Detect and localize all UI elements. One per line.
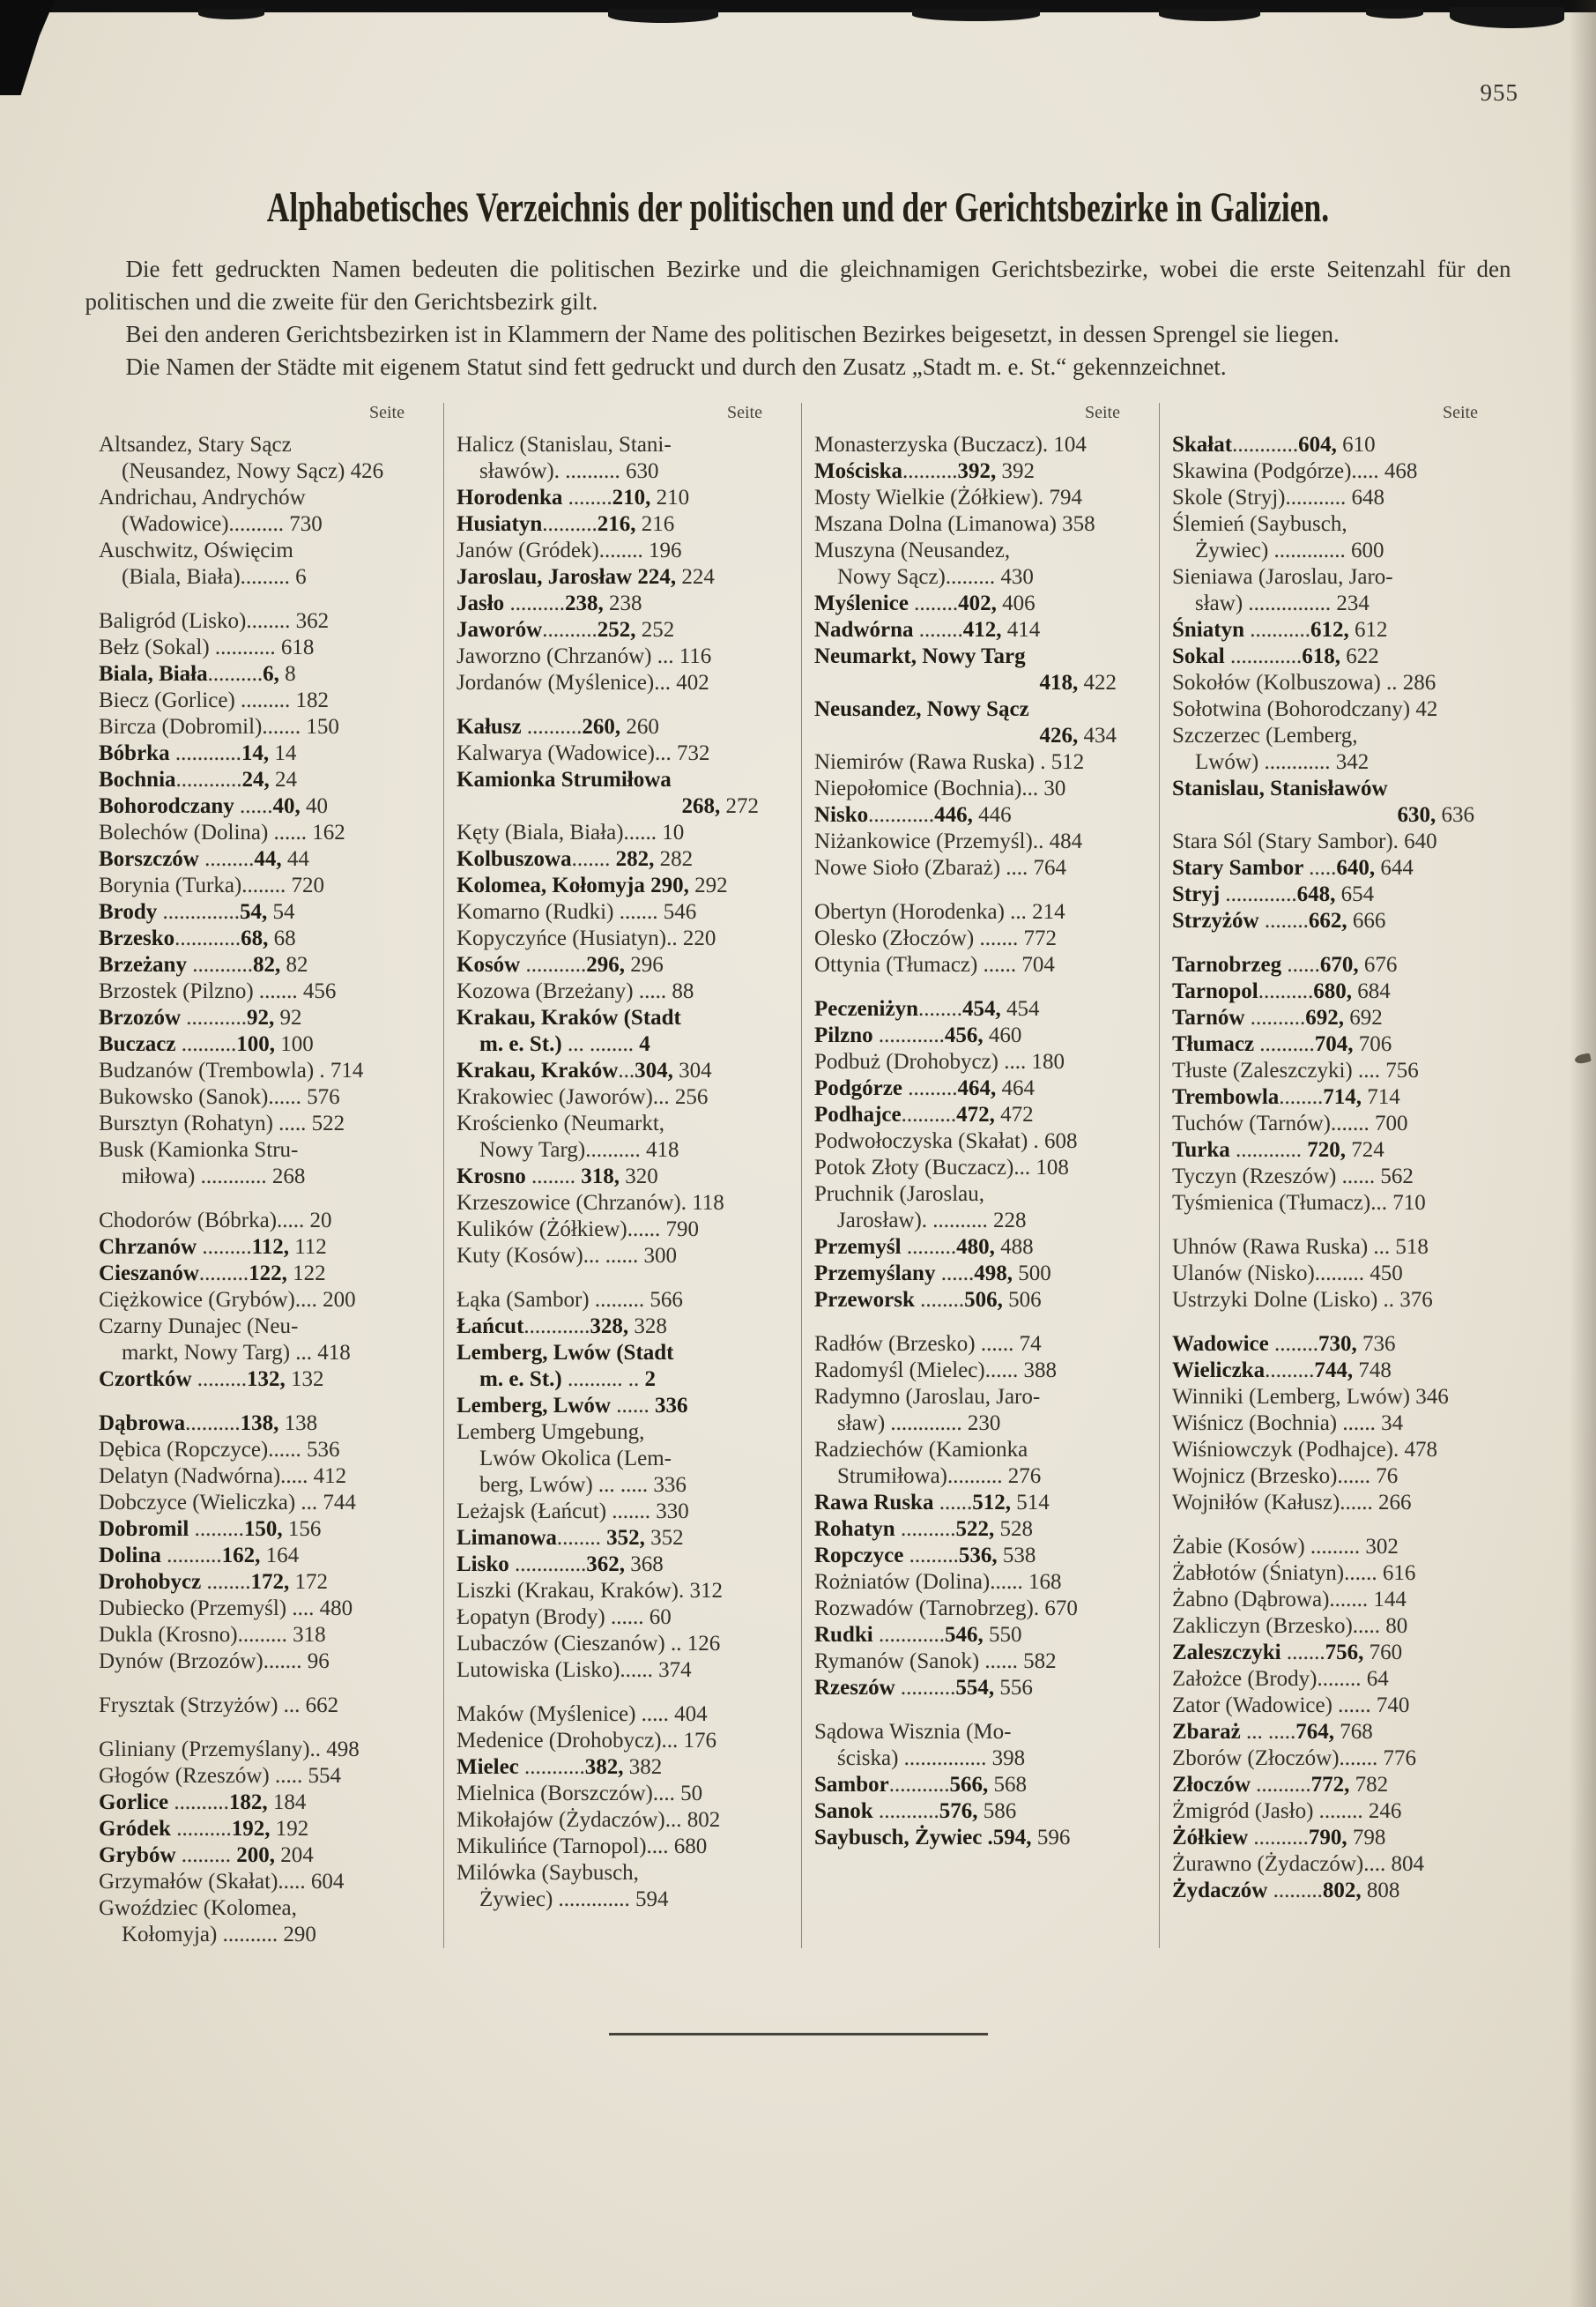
- index-entry-line: Uhnów (Rawa Ruska) ... 518: [1172, 1235, 1429, 1259]
- index-entry-line: Kulików (Żółkiew)...... 790: [457, 1217, 699, 1241]
- index-entry-line: Janów (Gródek)........ 196: [457, 539, 682, 562]
- index-entry-line: Szczerzec (Lemberg,: [1172, 724, 1358, 748]
- index-entry-line: Pilzno ............456, 460: [814, 1023, 1022, 1047]
- index-entry-line: Sieniawa (Jaroslau, Jaro-: [1172, 565, 1393, 589]
- index-entry-line: Budzanów (Trembowla) . 714: [99, 1059, 364, 1083]
- index-entry-line: Potok Złoty (Buczacz)... 108: [814, 1156, 1069, 1180]
- index-entry-line: Żółkiew ..........790, 798: [1172, 1826, 1386, 1849]
- index-entry-line: Brody ..............54, 54: [99, 900, 295, 924]
- index-entry-line: Krakau, Kraków (Stadt: [457, 1006, 681, 1030]
- index-entry-line: Skałat............604, 610: [1172, 433, 1376, 457]
- index-entry-line: Baligród (Lisko)........ 362: [99, 609, 330, 633]
- index-entry-line: (Wadowice).......... 730: [122, 512, 323, 536]
- index-entry-line: Łopatyn (Brody) ...... 60: [457, 1605, 672, 1629]
- index-entry-line: Brzozów ...........92, 92: [99, 1006, 302, 1030]
- index-entry-line: Sołotwina (Bohorodczany) 42: [1172, 697, 1438, 721]
- index-entry-line: Wojnicz (Brzesko)...... 76: [1172, 1464, 1399, 1488]
- group-spacer: [99, 1190, 431, 1208]
- intro-paragraph: Bei den anderen Gerichtsbezirken ist in Klammern der Name des politischen Bezirkes beigesetzt, in dessen Sprengel sie liegen.: [125, 321, 1340, 347]
- index-entry-line: Skawina (Podgórze)..... 468: [1172, 459, 1418, 483]
- index-entry-line: Kalwarya (Wadowice)... 732: [457, 741, 710, 765]
- index-entry-line: Monasterzyska (Buczacz). 104: [814, 433, 1087, 457]
- index-entry-line: Czarny Dunajec (Neu-: [99, 1314, 299, 1338]
- index-entry-line: Trembowla........714, 714: [1172, 1085, 1400, 1109]
- index-entry-line: Tarnobrzeg ......670, 676: [1172, 953, 1398, 977]
- index-entry-line: Radłów (Brzesko) ...... 74: [814, 1332, 1042, 1356]
- index-entry-line: Zakliczyn (Brzesko)..... 80: [1172, 1614, 1408, 1638]
- index-entry-line: Jaroslau, Jarosław 224, 224: [457, 565, 715, 589]
- index-entry-line: Dolina ..........162, 164: [99, 1544, 300, 1567]
- group-spacer: [1172, 1217, 1504, 1234]
- index-entry-line: Jasło ..........238, 238: [457, 592, 642, 615]
- group-spacer: [99, 1393, 431, 1410]
- index-entry-line: Brzeżany ...........82, 82: [99, 953, 308, 977]
- index-entry-line: Nisko............446, 446: [814, 803, 1012, 827]
- index-entry-line: Borszczów .........44, 44: [99, 847, 309, 871]
- index-entry-line: Złoczów ..........772, 782: [1172, 1773, 1389, 1797]
- index-entry-line: Husiatyn..........216, 216: [457, 512, 675, 536]
- index-entry-line: Bełz (Sokal) ........... 618: [99, 636, 315, 659]
- page-title: [0, 0, 1596, 232]
- index-entry-line: Radomyśl (Mielec)...... 388: [814, 1358, 1057, 1382]
- index-entry-line: Jaworzno (Chrzanów) ... 116: [457, 644, 712, 668]
- index-entry-line: Sokołów (Kolbuszowa) .. 286: [1172, 671, 1436, 695]
- index-entry-line: Bursztyn (Rohatyn) ..... 522: [99, 1112, 345, 1135]
- index-entry-line: Ciężkowice (Grybów).... 200: [99, 1288, 356, 1312]
- index-entry-line: Dąbrowa..........138, 138: [99, 1411, 318, 1435]
- intro-paragraph: Die fett gedruckten Namen bedeuten die politischen Bezirke und die gleichnamigen Gerichtsbezirke, wobei die erste Seitenzahl für den politischen und die zweite für den Gerichtsbezirk gilt.: [85, 256, 1511, 315]
- index-entry-line: Maków (Myślenice) ..... 404: [457, 1702, 708, 1726]
- index-entry-line: markt, Nowy Targ) ... 418: [122, 1341, 351, 1365]
- index-entry-line: Krakowiec (Jaworów)... 256: [457, 1085, 709, 1109]
- index-entry-line: Lemberg Umgebung,: [457, 1420, 645, 1444]
- index-entry-line: Tarnopol..........680, 684: [1172, 979, 1391, 1003]
- scan-smudge: [198, 9, 264, 19]
- index-entry-line: Niemirów (Rawa Ruska) . 512: [814, 750, 1085, 774]
- index-entry-line: 268, 272: [681, 794, 759, 818]
- index-entry-line: Ropczyce .........536, 538: [814, 1544, 1036, 1567]
- index-entry-line: Cieszanów.........122, 122: [99, 1261, 326, 1285]
- group-spacer: [99, 1719, 431, 1737]
- index-entry-line: Dobromil .........150, 156: [99, 1517, 322, 1541]
- index-entry-line: (Neusandez, Nowy Sącz) 426: [122, 459, 384, 483]
- index-entry-line: Mosty Wielkie (Żółkiew). 794: [814, 486, 1083, 510]
- index-entry-line: Rymanów (Sanok) ...... 582: [814, 1649, 1057, 1673]
- index-entry-line: Strumiłowa).......... 276: [837, 1464, 1042, 1488]
- index-entry-line: Rzeszów ..........554, 556: [814, 1676, 1033, 1700]
- index-entry-line: Żabłotów (Śniatyn)...... 616: [1172, 1561, 1416, 1585]
- scan-artifact-top-edge: [0, 0, 1596, 12]
- column-header-seite: Seite: [1085, 403, 1120, 422]
- index-entry-line: Podgórze .........464, 464: [814, 1076, 1035, 1100]
- index-entry-line: Ulanów (Nisko)......... 450: [1172, 1261, 1403, 1285]
- group-spacer: [457, 1684, 789, 1701]
- index-entry-line: Nowy Sącz)......... 430: [837, 565, 1034, 589]
- index-entry-line: Kopyczyńce (Husiatyn).. 220: [457, 927, 716, 950]
- index-entry-line: Dubiecko (Przemyśl) .... 480: [99, 1596, 353, 1620]
- index-entry-line: Skole (Stryj)........... 648: [1172, 486, 1384, 510]
- index-entry-line: Nadwórna ........412, 414: [814, 618, 1041, 642]
- index-entry-line: Dynów (Brzozów)....... 96: [99, 1649, 330, 1673]
- index-entry-line: Dębica (Ropczyce)...... 536: [99, 1438, 340, 1462]
- scan-smudge: [912, 9, 1040, 21]
- index-entry-line: Delatyn (Nadwórna)..... 412: [99, 1464, 347, 1488]
- index-entry-line: Wiśniowczyk (Podhajce). 478: [1172, 1438, 1438, 1462]
- index-entry-line: Saybusch, Żywiec .594, 596: [814, 1826, 1071, 1849]
- index-entry-line: Kosów ...........296, 296: [457, 953, 664, 977]
- index-entry-line: Mikołajów (Żydaczów)... 802: [457, 1808, 721, 1832]
- index-column-body: [814, 432, 1147, 1851]
- index-entry-line: Ślemień (Saybusch,: [1172, 512, 1347, 536]
- index-entry-line: Krakau, Kraków...304, 304: [457, 1059, 712, 1083]
- index-entry-line: Limanowa........ 352, 352: [457, 1526, 684, 1550]
- index-entry-line: Jarosław). .......... 228: [837, 1209, 1027, 1232]
- index-entry-line: Rożniatów (Dolina)...... 168: [814, 1570, 1062, 1594]
- index-entry-line: Podhajce..........472, 472: [814, 1103, 1034, 1127]
- index-entry-line: Nowe Sioło (Zbaraż) .... 764: [814, 856, 1067, 880]
- group-spacer: [1172, 1516, 1504, 1534]
- index-entry-line: Niepołomice (Bochnia)... 30: [814, 777, 1066, 800]
- index-entry-line: Jaworów..........252, 252: [457, 618, 675, 642]
- index-entry-line: Frysztak (Strzyżów) ... 662: [99, 1693, 339, 1717]
- index-entry-line: Neumarkt, Nowy Targ: [814, 644, 1026, 668]
- index-entry-line: Tyczyn (Rzeszów) ...... 562: [1172, 1165, 1414, 1188]
- index-entry-line: Ustrzyki Dolne (Lisko) .. 376: [1172, 1288, 1433, 1312]
- index-entry-line: Neusandez, Nowy Sącz: [814, 697, 1029, 721]
- index-entry-line: sławów). .......... 630: [479, 459, 659, 483]
- index-entry-line: Auschwitz, Oświęcim: [99, 539, 293, 562]
- index-entry-line: Chodorów (Bóbrka)..... 20: [99, 1209, 332, 1232]
- index-entry-line: Mościska..........392, 392: [814, 459, 1035, 483]
- index-entry-line: Lemberg, Lwów (Stadt: [457, 1341, 674, 1365]
- index-entry-line: Drohobycz ........172, 172: [99, 1570, 328, 1594]
- index-entry-line: Sądowa Wisznia (Mo-: [814, 1720, 1012, 1744]
- index-column-2: [443, 403, 801, 1948]
- index-entry-line: Kałusz ..........260, 260: [457, 715, 659, 739]
- index-entry-line: Lubaczów (Cieszanów) .. 126: [457, 1632, 721, 1656]
- index-entry-line: Leżajsk (Łańcut) ....... 330: [457, 1500, 689, 1523]
- scan-smudge: [1366, 9, 1423, 19]
- index-entry-line: Wieliczka.........744, 748: [1172, 1358, 1392, 1382]
- index-entry-line: Peczeniżyn........454, 454: [814, 997, 1040, 1021]
- index-entry-line: Grybów ......... 200, 204: [99, 1843, 314, 1867]
- index-entry-line: Tłuste (Zaleszczyki) .... 756: [1172, 1059, 1419, 1083]
- index-entry-line: Biala, Biała..........6, 8: [99, 662, 296, 686]
- index-entry-line: Kolbuszowa....... 282, 282: [457, 847, 694, 871]
- index-entry-line: Zator (Wadowice) ...... 740: [1172, 1693, 1410, 1717]
- index-entry-line: Niżankowice (Przemyśl).. 484: [814, 830, 1083, 853]
- index-entry-line: Obertyn (Horodenka) ... 214: [814, 900, 1065, 924]
- index-entry-line: Mielec ...........382, 382: [457, 1755, 663, 1779]
- index-entry-line: Medenice (Drohobycz)... 176: [457, 1729, 717, 1753]
- index-entry-line: Wiśnicz (Bochnia) ...... 34: [1172, 1411, 1404, 1435]
- index-entry-line: Myślenice ........402, 406: [814, 592, 1036, 615]
- index-entry-line: 426, 434: [1039, 724, 1117, 748]
- index-entry-line: Lutowiska (Lisko)...... 374: [457, 1658, 692, 1682]
- index-entry-line: 418, 422: [1039, 671, 1117, 695]
- page-title-text: Alphabetisches Verzeichnis der politischen und der Gerichtsbezirke in Galizien.: [266, 184, 1330, 231]
- index-entry-line: Dukla (Krosno)......... 318: [99, 1623, 326, 1647]
- index-entry-line: Mszana Dolna (Limanowa) 358: [814, 512, 1095, 536]
- index-entry-line: Żabno (Dąbrowa)....... 144: [1172, 1588, 1407, 1611]
- index-entry-line: Krościenko (Neumarkt,: [457, 1112, 665, 1135]
- index-entry-line: Buczacz ..........100, 100: [99, 1032, 314, 1056]
- index-entry-line: Stanislau, Stanisławów: [1172, 777, 1388, 800]
- index-entry-line: Bochnia............24, 24: [99, 768, 298, 792]
- index-entry-line: Andrichau, Andrychów: [99, 486, 306, 510]
- index-entry-line: Bircza (Dobromil)....... 150: [99, 715, 339, 739]
- index-columns: [86, 403, 1517, 1948]
- group-spacer: [814, 882, 1147, 899]
- index-entry-line: Zborów (Złoczów)....... 776: [1172, 1746, 1417, 1770]
- index-entry-line: Brzesko............68, 68: [99, 927, 296, 950]
- group-spacer: [814, 979, 1147, 996]
- index-entry-line: Kozowa (Brzeżany) ..... 88: [457, 979, 694, 1003]
- group-spacer: [814, 1701, 1147, 1719]
- index-entry-line: miłowa) ............ 268: [122, 1165, 306, 1188]
- index-entry-line: Bóbrka ............14, 14: [99, 741, 297, 765]
- index-entry-line: Strzyżów ........662, 666: [1172, 909, 1386, 933]
- index-entry-line: Sambor...........566, 568: [814, 1773, 1027, 1797]
- index-entry-line: Grzymałów (Skałat)..... 604: [99, 1870, 345, 1894]
- index-entry-line: Bukowsko (Sanok)...... 576: [99, 1085, 340, 1109]
- scan-artifact-right-shadow: [1570, 0, 1596, 2307]
- index-entry-line: Rudki ............546, 550: [814, 1623, 1022, 1647]
- index-entry-line: Mielnica (Borszczów).... 50: [457, 1782, 703, 1805]
- index-entry-line: Borynia (Turka)........ 720: [99, 874, 325, 897]
- index-entry-line: Zaleszczyki .......756, 760: [1172, 1641, 1403, 1664]
- index-entry-line: Przemyśl .........480, 488: [814, 1235, 1034, 1259]
- section-divider-rule: [609, 2033, 988, 2035]
- index-entry-line: berg, Lwów) ... ..... 336: [479, 1473, 687, 1497]
- index-entry-line: Liszki (Krakau, Kraków). 312: [457, 1579, 723, 1603]
- index-entry-line: Tłumacz ..........704, 706: [1172, 1032, 1392, 1056]
- index-entry-line: Lwów) ............ 342: [1195, 750, 1370, 774]
- index-entry-line: Czortków .........132, 132: [99, 1367, 324, 1391]
- index-entry-line: (Biala, Biała)......... 6: [122, 565, 307, 589]
- index-entry-line: Rozwadów (Tarnobrzeg). 670: [814, 1596, 1078, 1620]
- group-spacer: [99, 1675, 431, 1693]
- index-entry-line: Żywiec) ............. 594: [479, 1887, 669, 1911]
- index-entry-line: Żabie (Kosów) ......... 302: [1172, 1535, 1399, 1559]
- page-number: 955: [1480, 79, 1518, 106]
- index-entry-line: Przeworsk ........506, 506: [814, 1288, 1042, 1312]
- column-header-seite: Seite: [727, 403, 762, 422]
- index-column-4: [1159, 403, 1517, 1948]
- index-entry-line: Lwów Okolica (Lem-: [479, 1447, 672, 1470]
- group-spacer: [1172, 934, 1504, 952]
- column-header-seite: Seite: [1443, 403, 1478, 422]
- index-entry-line: Bohorodczany ......40, 40: [99, 794, 328, 818]
- index-entry-line: Milówka (Saybusch,: [457, 1861, 639, 1885]
- index-entry-line: Przemyślany ......498, 500: [814, 1261, 1051, 1285]
- intro-text: [85, 253, 1511, 383]
- index-entry-line: Sokal .............618, 622: [1172, 644, 1379, 668]
- index-entry-line: Radymno (Jaroslau, Jaro-: [814, 1385, 1041, 1409]
- index-entry-line: Nowy Targ).......... 418: [479, 1138, 679, 1162]
- index-entry-line: Gorlice ..........182, 184: [99, 1790, 307, 1814]
- index-entry-line: Busk (Kamionka Stru-: [99, 1138, 299, 1162]
- index-entry-line: Winniki (Lemberg, Lwów) 346: [1172, 1385, 1449, 1409]
- index-entry-line: Tuchów (Tarnów)....... 700: [1172, 1112, 1408, 1135]
- index-entry-line: Rawa Ruska ......512, 514: [814, 1491, 1050, 1514]
- index-entry-line: Stara Sól (Stary Sambor). 640: [1172, 830, 1437, 853]
- index-entry-line: Wadowice ........730, 736: [1172, 1332, 1396, 1356]
- index-entry-line: Altsandez, Stary Sącz: [99, 433, 292, 457]
- index-entry-line: ściska) ............... 398: [837, 1746, 1026, 1770]
- index-entry-line: Stary Sambor .....640, 644: [1172, 856, 1414, 880]
- index-entry-line: Lemberg, Lwów ...... 336: [457, 1394, 688, 1418]
- index-entry-line: Ottynia (Tłumacz) ...... 704: [814, 953, 1055, 977]
- group-spacer: [814, 1314, 1147, 1331]
- index-entry-line: Gródek ..........192, 192: [99, 1817, 309, 1841]
- index-entry-line: Kołomyja) .......... 290: [122, 1923, 316, 1946]
- index-entry-line: Żmigród (Jasło) ........ 246: [1172, 1799, 1402, 1823]
- index-entry-line: Śniatyn ...........612, 612: [1172, 618, 1388, 642]
- index-entry-line: sław) ............. 230: [837, 1411, 1001, 1435]
- scan-smudge: [1159, 9, 1260, 21]
- index-entry-line: Bolechów (Dolina) ...... 162: [99, 821, 345, 845]
- index-entry-line: Gwoździec (Kolomea,: [99, 1896, 297, 1920]
- index-entry-line: Muszyna (Neusandez,: [814, 539, 1011, 562]
- index-entry-line: Wojniłów (Kałusz)...... 266: [1172, 1491, 1412, 1514]
- index-column-3: [801, 403, 1159, 1948]
- index-column-body: [99, 432, 431, 1948]
- index-entry-line: Dobczyce (Wieliczka) ... 744: [99, 1491, 356, 1514]
- index-entry-line: Żurawno (Żydaczów).... 804: [1172, 1852, 1425, 1876]
- index-entry-line: Założce (Brody)........ 64: [1172, 1667, 1389, 1691]
- index-entry-line: Kamionka Strumiłowa: [457, 768, 672, 792]
- group-spacer: [99, 591, 431, 608]
- index-entry-line: Radziechów (Kamionka: [814, 1438, 1028, 1462]
- index-entry-line: Pruchnik (Jaroslau,: [814, 1182, 985, 1206]
- index-column-body: [457, 432, 789, 1913]
- intro-paragraph: Die Namen der Städte mit eigenem Statut sind fett gedruckt und durch den Zusatz „Stadt m. e. St.“ gekennzeichnet.: [125, 353, 1227, 380]
- index-entry-line: Podwołoczyska (Skałat) . 608: [814, 1129, 1078, 1153]
- index-entry-line: Lisko .............362, 368: [457, 1552, 664, 1576]
- index-entry-line: Żywiec) ............. 600: [1195, 539, 1384, 562]
- index-entry-line: Rohatyn ..........522, 528: [814, 1517, 1033, 1541]
- index-entry-line: Mikulińce (Tarnopol).... 680: [457, 1834, 708, 1858]
- index-entry-line: Turka ............ 720, 724: [1172, 1138, 1384, 1162]
- index-entry-line: Brzostek (Pilzno) ....... 456: [99, 979, 337, 1003]
- index-entry-line: Olesko (Złoczów) ....... 772: [814, 927, 1057, 950]
- index-entry-line: Horodenka ........210, 210: [457, 486, 690, 510]
- index-entry-line: Tarnów ..........692, 692: [1172, 1006, 1383, 1030]
- index-entry-line: Żydaczów .........802, 808: [1172, 1879, 1400, 1902]
- index-entry-line: Halicz (Stanislau, Stani-: [457, 433, 672, 457]
- group-spacer: [1172, 1314, 1504, 1331]
- index-entry-line: Łąka (Sambor) ......... 566: [457, 1288, 683, 1312]
- index-entry-line: Sanok ...........576, 586: [814, 1799, 1017, 1823]
- index-entry-line: Kęty (Biala, Biała)...... 10: [457, 821, 685, 845]
- index-entry-line: Krosno ........ 318, 320: [457, 1165, 658, 1188]
- index-column-1: [86, 403, 443, 1948]
- index-entry-line: Biecz (Gorlice) ......... 182: [99, 688, 330, 712]
- index-entry-line: 630, 636: [1397, 803, 1474, 827]
- scan-smudge: [608, 9, 718, 23]
- index-column-body: [1172, 432, 1504, 1904]
- index-entry-line: Kolomea, Kołomyja 290, 292: [457, 874, 728, 897]
- index-entry-line: Chrzanów .........112, 112: [99, 1235, 327, 1259]
- index-entry-line: m. e. St.) ... ........ 4: [479, 1032, 650, 1056]
- index-entry-line: Tyśmienica (Tłumacz)... 710: [1172, 1191, 1426, 1215]
- index-entry-line: sław) ............... 234: [1195, 592, 1370, 615]
- index-entry-line: Krzeszowice (Chrzanów). 118: [457, 1191, 724, 1215]
- index-entry-line: Łańcut............328, 328: [457, 1314, 667, 1338]
- index-entry-line: Komarno (Rudki) ....... 546: [457, 900, 697, 924]
- column-header-seite: Seite: [369, 403, 405, 422]
- index-entry-line: m. e. St.) .......... .. 2: [479, 1367, 656, 1391]
- index-entry-line: Głogów (Rzeszów) ..... 554: [99, 1764, 341, 1788]
- group-spacer: [457, 696, 789, 714]
- index-entry-line: Zbaraż ... .....764, 768: [1172, 1720, 1373, 1744]
- index-entry-line: Jordanów (Myślenice)... 402: [457, 671, 709, 695]
- index-entry-line: Podbuż (Drohobycz) .... 180: [814, 1050, 1065, 1074]
- group-spacer: [457, 1269, 789, 1287]
- index-entry-line: Stryj .............648, 654: [1172, 882, 1375, 906]
- index-entry-line: Kuty (Kosów)... ...... 300: [457, 1244, 677, 1268]
- index-entry-line: Gliniany (Przemyślany).. 498: [99, 1738, 360, 1761]
